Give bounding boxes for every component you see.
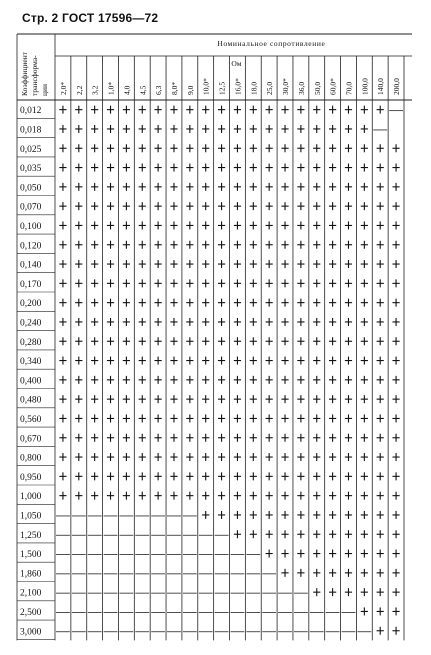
column-header: 200,0 — [392, 78, 402, 95]
column-header: 12,5 — [217, 81, 227, 95]
row-label: 0,140 — [20, 260, 42, 271]
column-header: 8,0* — [169, 81, 179, 95]
row-label: 0,280 — [20, 337, 42, 348]
row-label: 3,000 — [20, 627, 42, 638]
row-label: 0,035 — [20, 164, 42, 175]
row-label: 1,500 — [20, 550, 42, 561]
row-label: 0,480 — [20, 395, 42, 406]
column-header: 3,2 — [90, 85, 100, 95]
column-header: 6,3 — [154, 85, 164, 95]
row-label: 0,240 — [20, 318, 42, 329]
row-label: 1,000 — [20, 492, 42, 503]
corner-label-line: трансформа- — [30, 55, 39, 96]
column-header: 1,0* — [106, 81, 116, 95]
row-label: 0,025 — [20, 144, 42, 155]
row-label: 0,012 — [20, 106, 42, 117]
column-header: 30,0* — [281, 78, 291, 95]
row-label: 0,050 — [20, 183, 42, 194]
group-title: Номинальное сопротивление — [217, 39, 326, 48]
page-number: Стр. 2 — [22, 11, 59, 25]
row-label: 0,200 — [20, 299, 42, 310]
row-label: 0,400 — [20, 376, 42, 387]
column-header: 10,0* — [201, 78, 211, 95]
row-label: 1,050 — [20, 511, 42, 522]
row-label: 0,950 — [20, 472, 42, 483]
column-header: 4,0 — [122, 85, 132, 95]
column-header: 9,0 — [185, 85, 195, 95]
column-header: 50,0 — [312, 81, 322, 95]
row-label: 0,170 — [20, 279, 42, 290]
row-label: 1,860 — [20, 569, 42, 580]
row-label: 0,120 — [20, 241, 42, 252]
row-label: 2,100 — [20, 588, 42, 599]
column-header: 4,5 — [138, 85, 148, 95]
row-label: 0,560 — [20, 414, 42, 425]
row-label: 1,250 — [20, 530, 42, 541]
column-header: 100,0 — [360, 78, 370, 95]
column-header: 60,0* — [328, 78, 338, 95]
column-header: 18,0 — [249, 81, 259, 95]
row-label: 2,500 — [20, 607, 42, 618]
corner-label-line: Коэффициент — [20, 52, 29, 96]
column-header: 25,0 — [265, 81, 275, 95]
row-label: 0,070 — [20, 202, 42, 213]
row-label: 0,100 — [20, 221, 42, 232]
column-header: 140,0 — [376, 78, 386, 95]
column-header: 70,0 — [344, 81, 354, 95]
row-label: 0,018 — [20, 125, 42, 136]
column-header: 36,0 — [296, 81, 306, 95]
row-label: 0,670 — [20, 434, 42, 445]
row-label: 0,800 — [20, 453, 42, 464]
row-label: 0,340 — [20, 357, 42, 368]
unit-label: Ом — [231, 59, 242, 68]
standard-code: ГОСТ 17596—72 — [61, 11, 159, 25]
column-header: 2,0* — [58, 81, 68, 95]
column-header: 2,2 — [74, 85, 84, 95]
corner-label-line: ции — [40, 83, 49, 96]
column-header: 16,0* — [233, 78, 243, 95]
